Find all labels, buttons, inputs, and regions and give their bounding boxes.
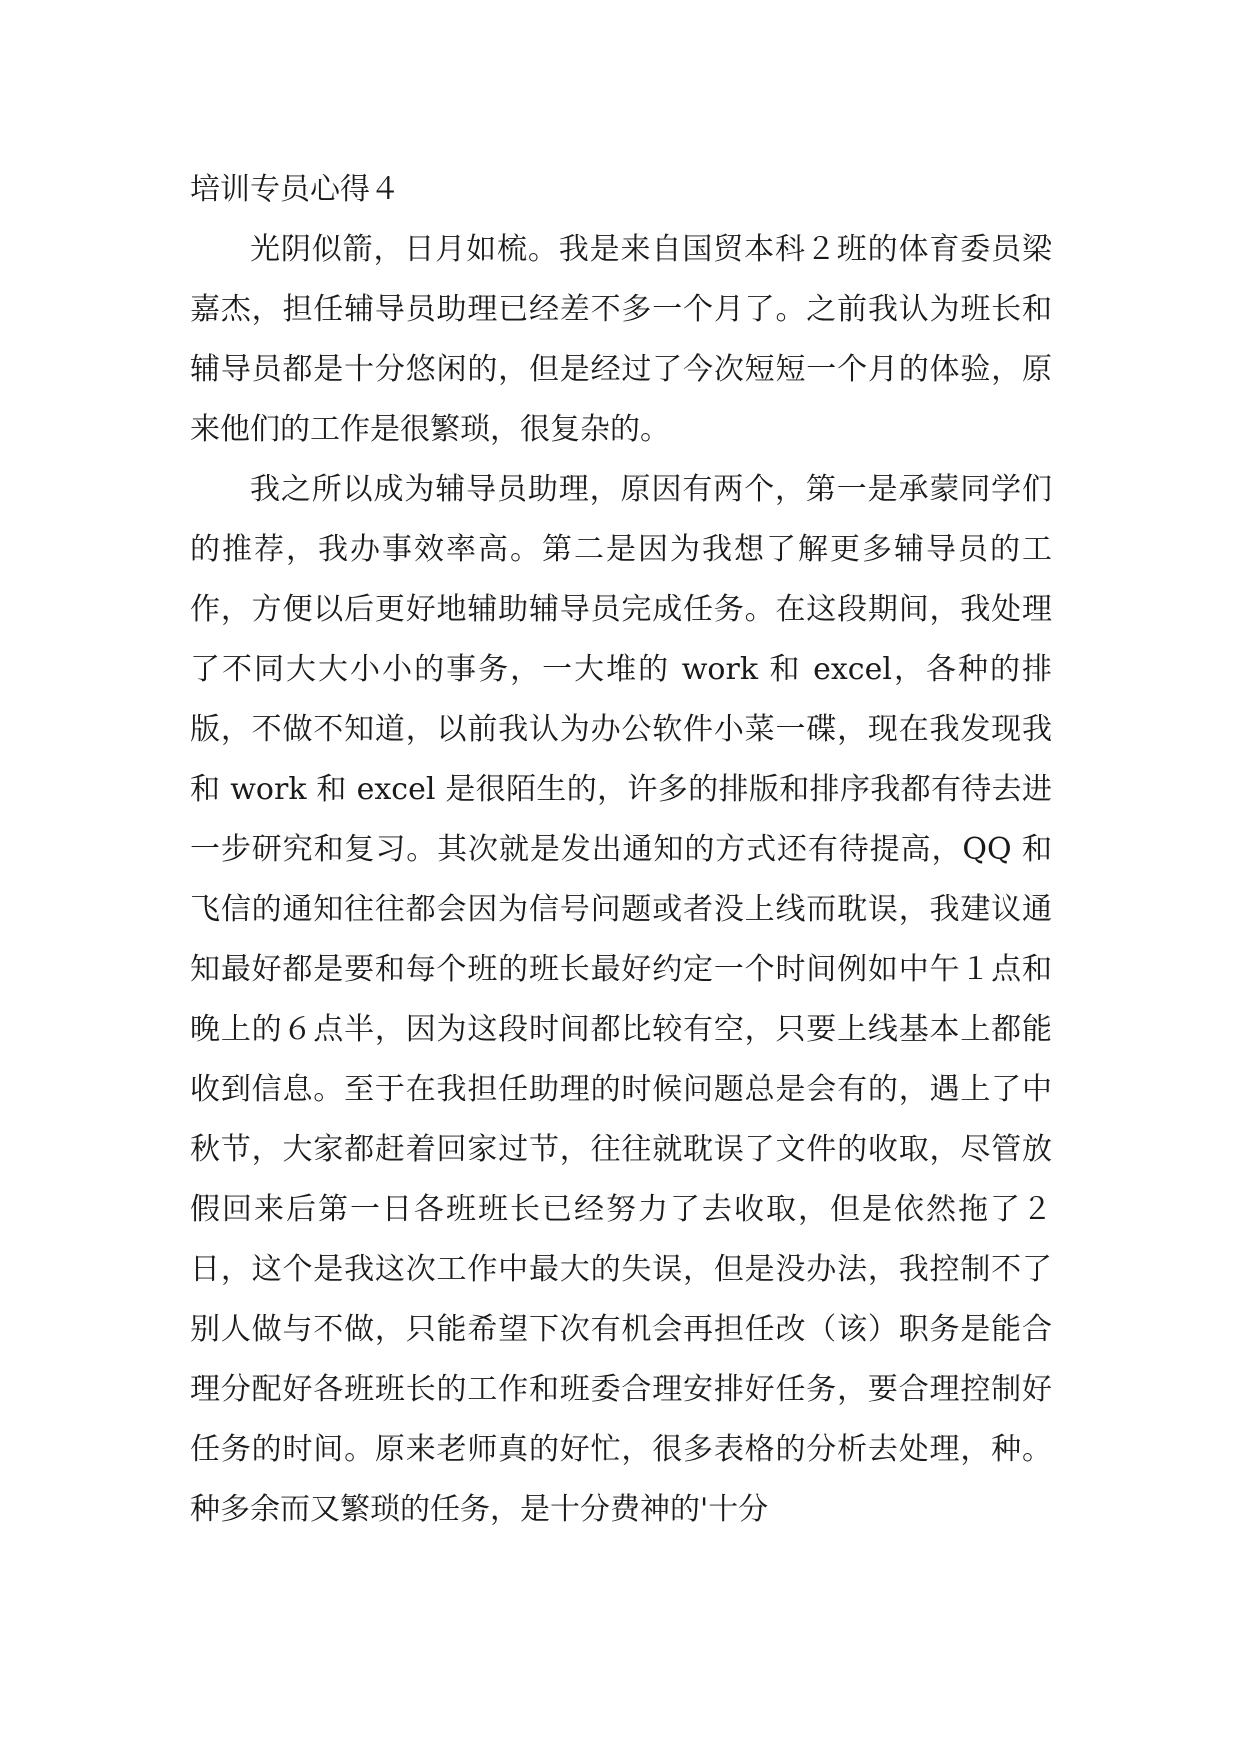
document-title: 培训专员心得４ xyxy=(190,172,400,207)
paragraph-1: 光阴似箭，日月如梳。我是来自国贸本科２班的体育委员梁嘉杰，担任辅导员助理已经差不多一个月了。之前我认为班长和辅导员都是十分悠闲的，但是经过了今次短短一个月的体验，原来他们的工作是很繁琐，很复杂的。 xyxy=(190,232,1052,447)
document-body xyxy=(190,160,1052,1540)
paragraph-2: 我之所以成为辅导员助理，原因有两个，第一是承蒙同学们的推荐，我办事效率高。第二是因为我想了解更多辅导员的工作，方便以后更好地辅助辅导员完成任务。在这段期间，我处理了不同大大小小的事务，一大堆的 work 和 excel，各种的排版，不做不知道，以前我认为办公软件小菜一碟，现在我发现我和 work 和 excel 是很陌生的，许多的排版和排序我都有待去进一步研究和复习。其次就是发出通知的方式还有待提高，QQ 和飞信的通知往往都会因为信号问题或者没上线而耽误，我建议通知最好都是要和每个班的班长最好约定一个时间例如中午１点和晚上的６点半，因为这段时间都比较有空，只要上线基本上都能收到信息。至于在我担任助理的时候问题总是会有的，遇上了中秋节，大家都赶着回家过节，往往就耽误了文件的收取，尽管放假回来后第一日各班班长已经努力了去收取，但是依然拖了２日，这个是我这次工作中最大的失误，但是没办法，我控制不了别人做与不做，只能希望下次有机会再担任改（该）职务是能合理分配好各班班长的工作和班委合理安排好任务，要合理控制好任务的时间。原来老师真的好忙，很多表格的分析去处理，种。种多余而又繁琐的任务，是十分费神的'十分 xyxy=(190,472,1052,1527)
